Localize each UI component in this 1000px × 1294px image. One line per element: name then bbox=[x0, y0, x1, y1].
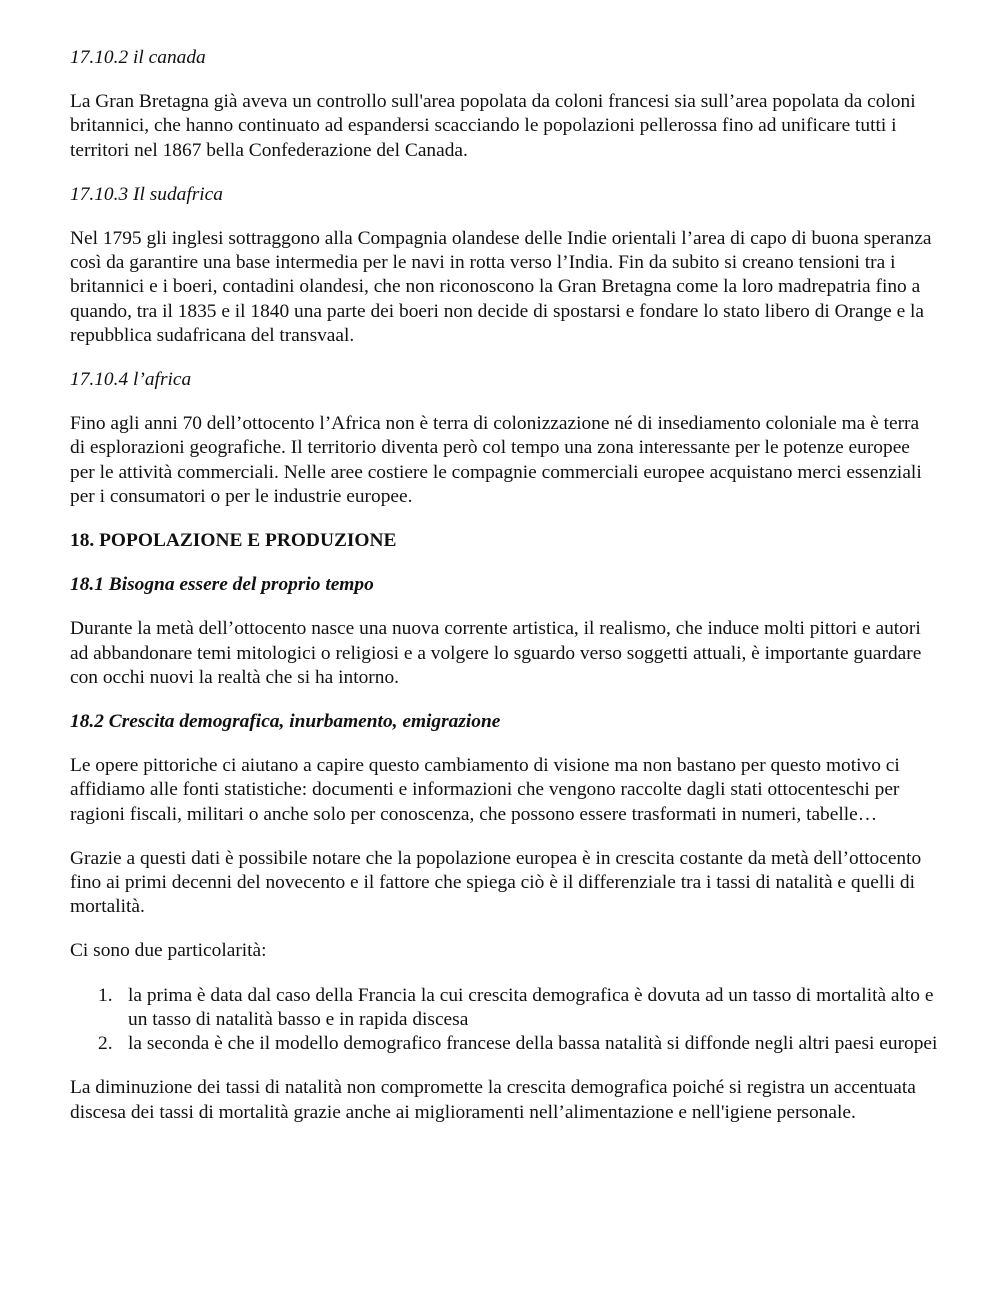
list-item bbox=[70, 984, 938, 1032]
section-title-18-2: 18.2 Crescita demografica, inurbamento, emigrazione bbox=[70, 711, 501, 733]
paragraph-18-2-particolarita: Ci sono due particolarità: bbox=[70, 940, 267, 962]
paragraph-sudafrica: Nel 1795 gli inglesi sottraggono alla Compagnia olandese delle Indie orientali l’area di capo di buona speranza così da garantire una base intermedia per le navi in rotta verso l’India. Fin da subito si creano tensioni tra i britannici e i boeri, contadini olandesi, che non riconoscono la Gran Bretagna come la loro madrepatria fino a quando, tra il 1835 e il 1840 una parte dei boeri non decide di spostarsi e fondare lo stato libero di Orange e la repubblica sudafricana del transvaal. bbox=[70, 228, 932, 346]
paragraph-18-2-natalita: La diminuzione dei tassi di natalità non compromette la crescita demografica poiché si registra un accentuata discesa dei tassi di mortalità grazie anche ai miglioramenti nell’alimentazione e nell'igiene personale. bbox=[70, 1077, 916, 1123]
list-item-text: la seconda è che il modello demografico francese della bassa natalità si diffonde negli altri paesi europei bbox=[128, 1033, 938, 1055]
section-title-canada: 17.10.2 il canada bbox=[70, 47, 206, 68]
paragraph-18-2-dati: Grazie a questi dati è possibile notare che la popolazione europea è in crescita costante da metà dell’ottocento fino ai primi decenni del novecento e il fattore che spiega ciò è il differenziale tra i tassi di natalità e quelli di mortalità. bbox=[70, 847, 922, 918]
section-title-18-1: 18.1 Bisogna essere del proprio tempo bbox=[70, 574, 374, 596]
list-item-number: 1. bbox=[98, 984, 113, 1006]
list-item-number: 2. bbox=[98, 1033, 113, 1055]
paragraph-canada: La Gran Bretagna già aveva un controllo sull'area popolata da coloni francesi sia sull’area popolata da coloni britannici, che hanno continuato ad espandersi scacciando le popolazioni pellerossa fino ad unificare tutti i territori nel 1867 bella Confederazione del Canada. bbox=[70, 91, 916, 161]
paragraph-18-2-fonti: Le opere pittoriche ci aiutano a capire questo cambiamento di visione ma non bastano per questo motivo ci affidiamo alle fonti statistiche: documenti e informazioni che vengono raccolte dagli stati ottocenteschi per ragioni fiscali, militari o anche solo per conoscenza, che possono essere trasformati in numeri, tabelle… bbox=[70, 755, 900, 825]
list-item-text: la prima è data dal caso della Francia la cui crescita demografica è dovuta ad un tasso di mortalità alto e un tasso di natalità basso e in rapida discesa bbox=[128, 984, 934, 1030]
paragraph-18-1: Durante la metà dell’ottocento nasce una nuova corrente artistica, il realismo, che induce molti pittori e autori ad abbandonare temi mitologici o religiosi e a volgere lo sguardo verso soggetti attuali, è importante guardare con occhi nuovi la realtà che si ha intorno. bbox=[70, 618, 922, 688]
chapter-heading: 18. POPOLAZIONE E PRODUZIONE bbox=[70, 530, 397, 552]
list-item bbox=[70, 1032, 938, 1056]
document-page bbox=[70, 46, 938, 1145]
numbered-list bbox=[70, 984, 938, 1057]
paragraph-africa: Fino agli anni 70 dell’ottocento l’Africa non è terra di colonizzazione né di insediamento coloniale ma è terra di esplorazioni geografiche. Il territorio diventa però col tempo una zona interessante per le potenze europee per le attività commerciali. Nelle aree costiere le compagnie commerciali europee acquistano merci essenziali per i consumatori o per le industrie europee. bbox=[70, 413, 922, 507]
section-title-sudafrica: 17.10.3 Il sudafrica bbox=[70, 183, 223, 205]
section-title-africa: 17.10.4 l’africa bbox=[70, 369, 192, 391]
